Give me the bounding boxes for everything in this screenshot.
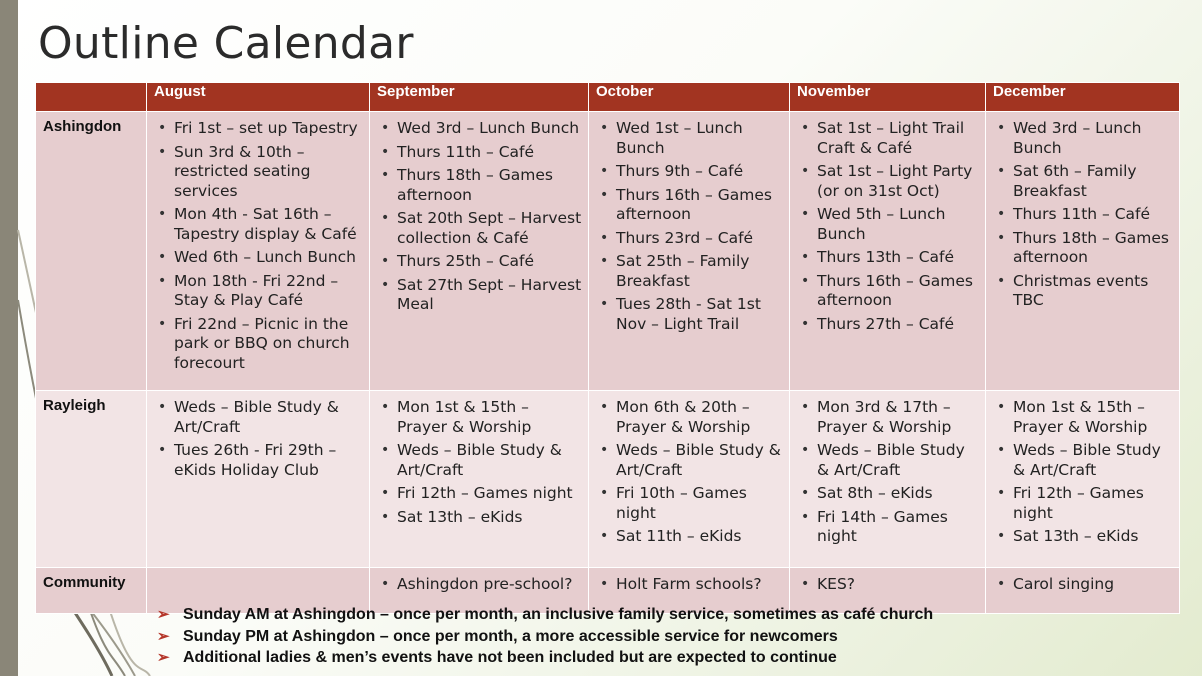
event-item: • Mon 3rd & 17th – Prayer & Worship xyxy=(799,398,980,437)
event-list xyxy=(590,392,788,555)
event-item: • Holt Farm schools? xyxy=(598,575,784,595)
event-item: • Tues 26th - Fri 29th – eKids Holiday Club xyxy=(156,441,364,480)
event-item: • KES? xyxy=(799,575,980,595)
event-item: • Christmas events TBC xyxy=(995,272,1174,311)
calendar-cell xyxy=(589,391,790,568)
event-list xyxy=(590,569,788,603)
event-list xyxy=(791,569,984,603)
calendar-cell xyxy=(790,391,986,568)
event-item: • Mon 18th - Fri 22nd – Stay & Play Café xyxy=(156,272,364,311)
event-item: • Wed 3rd – Lunch Bunch xyxy=(995,119,1174,158)
event-item: • Weds – Bible Study & Art/Craft xyxy=(598,441,784,480)
event-item: • Sat 13th – eKids xyxy=(379,508,583,528)
row-label: Rayleigh xyxy=(36,391,147,568)
event-list xyxy=(371,113,587,323)
event-item: • Sat 1st – Light Party (or on 31st Oct) xyxy=(799,162,980,201)
note-item xyxy=(157,647,933,669)
event-item: • Thurs 16th – Games afternoon xyxy=(799,272,980,311)
event-item: • Weds – Bible Study & Art/Craft xyxy=(995,441,1174,480)
event-item: • Sat 20th Sept – Harvest collection & Café xyxy=(379,209,583,248)
event-item: • Carol singing xyxy=(995,575,1174,595)
event-item: • Fri 22nd – Picnic in the park or BBQ on church forecourt xyxy=(156,315,364,374)
calendar-cell xyxy=(370,391,589,568)
event-item: • Thurs 18th – Games afternoon xyxy=(379,166,583,205)
notes-list xyxy=(157,604,933,669)
event-item: • Thurs 9th – Café xyxy=(598,162,784,182)
calendar-table xyxy=(35,82,1180,614)
calendar-row-ashingdon xyxy=(36,112,1180,391)
event-item: • Thurs 13th – Café xyxy=(799,248,980,268)
note-text: Sunday AM at Ashingdon – once per month, an inclusive family service, sometimes as café church xyxy=(183,606,934,623)
event-item: • Sat 6th – Family Breakfast xyxy=(995,162,1174,201)
note-item xyxy=(157,604,933,626)
event-item: • Mon 1st & 15th – Prayer & Worship xyxy=(379,398,583,437)
event-item: • Tues 28th - Sat 1st Nov – Light Trail xyxy=(598,295,784,334)
event-item: • Sat 11th – eKids xyxy=(598,527,784,547)
event-list xyxy=(371,569,587,603)
event-item: • Thurs 23rd – Café xyxy=(598,229,784,249)
month-header: September xyxy=(370,83,589,112)
event-list xyxy=(148,392,368,488)
event-item: • Fri 14th – Games night xyxy=(799,508,980,547)
note-text: Additional ladies & men’s events have not been included but are expected to continue xyxy=(183,649,837,666)
event-item: • Weds – Bible Study & Art/Craft xyxy=(156,398,364,437)
calendar-row-rayleigh xyxy=(36,391,1180,568)
event-list xyxy=(590,113,788,342)
event-list xyxy=(987,569,1178,603)
arrow-bullet-icon: ➢ xyxy=(157,627,170,645)
calendar-cell xyxy=(986,568,1180,614)
event-item: • Sat 1st – Light Trail Craft & Café xyxy=(799,119,980,158)
event-item: • Mon 1st & 15th – Prayer & Worship xyxy=(995,398,1174,437)
event-item: • Mon 4th - Sat 16th – Tapestry display & Café xyxy=(156,205,364,244)
event-item: • Wed 3rd – Lunch Bunch xyxy=(379,119,583,139)
event-item: • Thurs 16th – Games afternoon xyxy=(598,186,784,225)
calendar-cell xyxy=(790,112,986,391)
event-item: • Sun 3rd & 10th – restricted seating services xyxy=(156,143,364,202)
arrow-bullet-icon: ➢ xyxy=(157,649,170,666)
corner-header xyxy=(36,83,147,112)
event-item: • Sat 13th – eKids xyxy=(995,527,1174,547)
event-item: • Mon 6th & 20th – Prayer & Worship xyxy=(598,398,784,437)
note-item xyxy=(157,626,933,648)
slide-left-bar xyxy=(0,0,18,676)
event-item: • Sat 25th – Family Breakfast xyxy=(598,252,784,291)
page-title: Outline Calendar xyxy=(38,18,414,69)
arrow-bullet-icon: ➢ xyxy=(157,606,170,623)
event-list xyxy=(791,113,984,342)
header-row xyxy=(36,83,1180,112)
calendar-cell xyxy=(986,112,1180,391)
event-item: • Fri 10th – Games night xyxy=(598,484,784,523)
row-label: Ashingdon xyxy=(36,112,147,391)
month-header: August xyxy=(147,83,370,112)
row-label: Community xyxy=(36,568,147,614)
event-list xyxy=(987,392,1178,555)
event-item: • Thurs 11th – Café xyxy=(995,205,1174,225)
month-header: October xyxy=(589,83,790,112)
event-list xyxy=(371,392,587,535)
calendar-cell xyxy=(589,112,790,391)
event-item: • Thurs 27th – Café xyxy=(799,315,980,335)
event-item: • Ashingdon pre-school? xyxy=(379,575,583,595)
event-item: • Fri 1st – set up Tapestry xyxy=(156,119,364,139)
event-item: • Weds – Bible Study & Art/Craft xyxy=(379,441,583,480)
event-item: • Fri 12th – Games night xyxy=(379,484,583,504)
event-list xyxy=(791,392,984,555)
calendar-cell xyxy=(986,391,1180,568)
event-item: • Fri 12th – Games night xyxy=(995,484,1174,523)
event-item: • Wed 6th – Lunch Bunch xyxy=(156,248,364,268)
event-list xyxy=(148,569,368,579)
calendar-cell xyxy=(147,112,370,391)
month-header: December xyxy=(986,83,1180,112)
event-item: • Wed 1st – Lunch Bunch xyxy=(598,119,784,158)
event-item: • Sat 8th – eKids xyxy=(799,484,980,504)
event-item: • Wed 5th – Lunch Bunch xyxy=(799,205,980,244)
event-item: • Sat 27th Sept – Harvest Meal xyxy=(379,276,583,315)
calendar-cell xyxy=(147,391,370,568)
event-item: • Thurs 25th – Café xyxy=(379,252,583,272)
note-text: Sunday PM at Ashingdon – once per month, a more accessible service for newcomers xyxy=(183,627,838,645)
event-item: • Thurs 18th – Games afternoon xyxy=(995,229,1174,268)
event-list xyxy=(148,113,368,381)
calendar-cell xyxy=(370,112,589,391)
month-header: November xyxy=(790,83,986,112)
event-item: • Weds – Bible Study & Art/Craft xyxy=(799,441,980,480)
event-item: • Thurs 11th – Café xyxy=(379,143,583,163)
event-list xyxy=(987,113,1178,319)
